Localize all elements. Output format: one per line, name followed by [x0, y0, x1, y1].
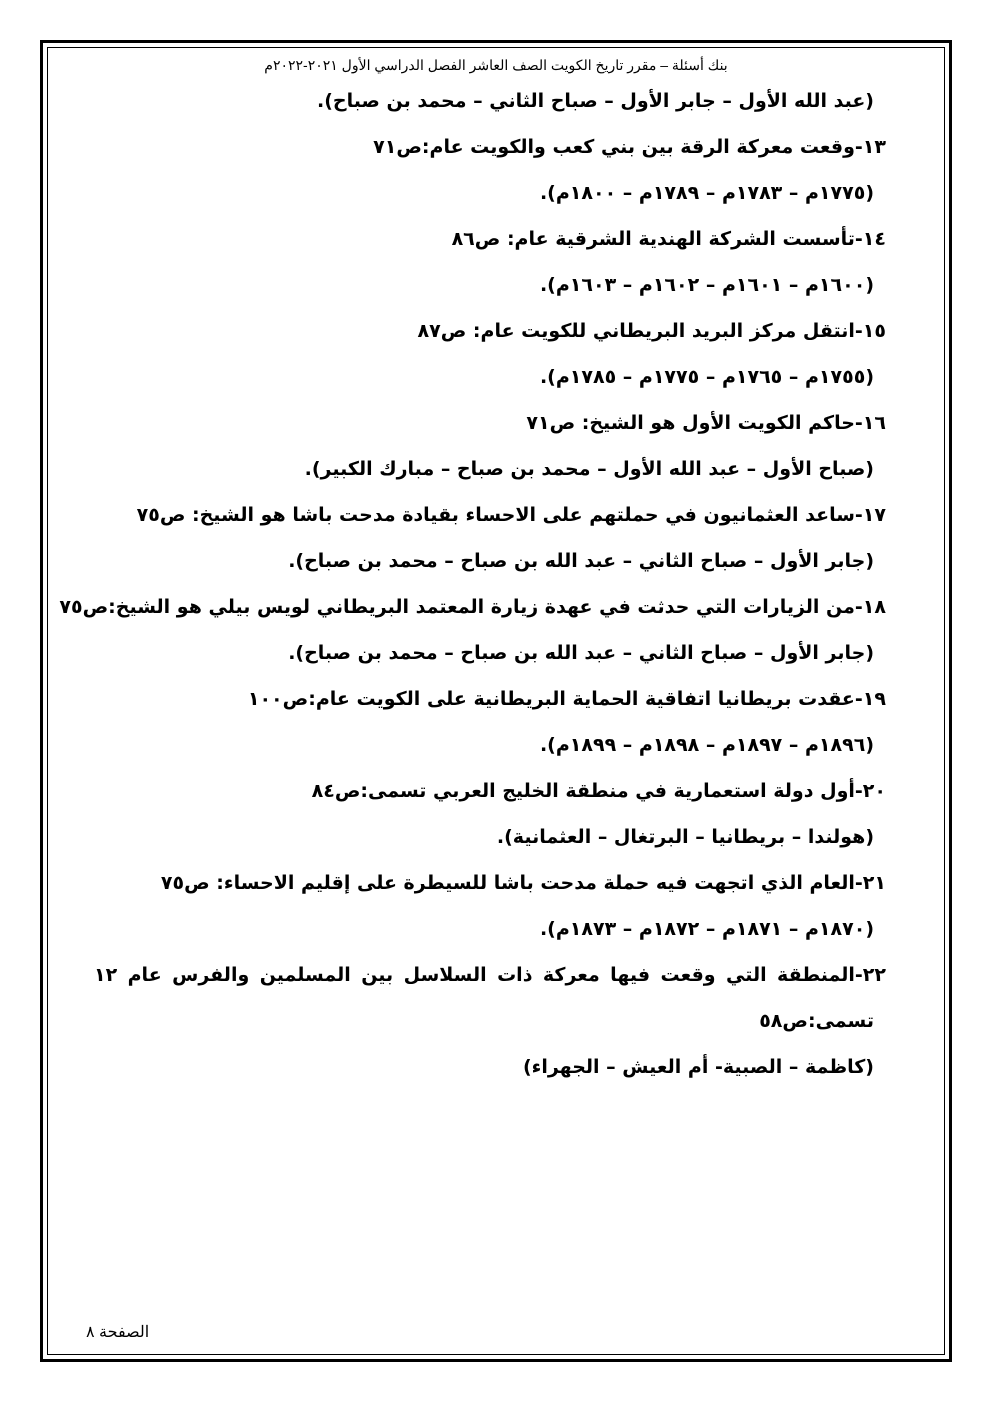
answer-choices: (جابر الأول – صباح الثاني – عبد الله بن صباح – محمد بن صباح).	[288, 642, 874, 664]
question-list	[59, 78, 886, 1090]
question-15: ١٥-انتقل مركز البريد البريطاني للكويت عام: ص٨٧	[417, 320, 886, 342]
page-header: بنك أسئلة – مقرر تاريخ الكويت الصف العاشر الفصل الدراسي الأول ٢٠٢١-٢٠٢٢م	[264, 57, 728, 73]
question-17: ١٧-ساعد العثمانيون في حملتهم على الاحساء بقيادة مدحت باشا هو الشيخ: ص٧٥	[136, 504, 886, 526]
answer-choices: (جابر الأول – صباح الثاني – عبد الله بن صباح – محمد بن صباح).	[288, 550, 874, 572]
question-18: ١٨-من الزيارات التي حدثت في عهدة زيارة المعتمد البريطاني لويس بيلي هو الشيخ:ص٧٥	[59, 596, 886, 618]
answer-choices: (١٦٠٠م – ١٦٠١م – ١٦٠٢م – ١٦٠٣م).	[539, 274, 874, 296]
question-16: ١٦-حاكم الكويت الأول هو الشيخ: ص٧١	[526, 412, 886, 434]
answer-choices: (صباح الأول – عبد الله الأول – محمد بن صباح – مبارك الكبير).	[304, 458, 874, 480]
question-19: ١٩-عقدت بريطانيا اتفاقية الحماية البريطانية على الكويت عام:ص١٠٠	[247, 688, 886, 710]
question-13: ١٣-وقعت معركة الرقة بين بني كعب والكويت عام:ص٧١	[373, 136, 886, 158]
answer-choices: (١٨٩٦م – ١٨٩٧م – ١٨٩٨م – ١٨٩٩م).	[539, 734, 874, 756]
question-14: ١٤-تأسست الشركة الهندية الشرقية عام: ص٨٦	[451, 228, 886, 250]
question-21: ٢١-العام الذي اتجهت فيه حملة مدحت باشا للسيطرة على إقليم الاحساء: ص٧٥	[160, 872, 886, 894]
question-22-continuation: تسمى:ص٥٨	[759, 1010, 874, 1032]
answer-choices: (عبد الله الأول – جابر الأول – صباح الثاني – محمد بن صباح).	[317, 90, 874, 112]
answer-choices: (هولندا – بريطانيا – البرتغال – العثمانية).	[496, 826, 874, 848]
answer-choices: (١٧٧٥م – ١٧٨٣م – ١٧٨٩م – ١٨٠٠م).	[539, 182, 874, 204]
answer-choices: (كاظمة – الصبية- أم العيش – الجهراء)	[522, 1056, 874, 1078]
page-number: الصفحة ٨	[86, 1324, 150, 1341]
question-22: ٢٢-المنطقة التي وقعت فيها معركة ذات السلاسل بين المسلمين والفرس عام ١٢	[94, 964, 886, 986]
question-20: ٢٠-أول دولة استعمارية في منطقة الخليج العربي تسمى:ص٨٤	[311, 780, 886, 802]
answer-choices: (١٨٧٠م – ١٨٧١م – ١٨٧٢م – ١٨٧٣م).	[539, 918, 874, 940]
answer-choices: (١٧٥٥م – ١٧٦٥م – ١٧٧٥م – ١٧٨٥م).	[539, 366, 874, 388]
